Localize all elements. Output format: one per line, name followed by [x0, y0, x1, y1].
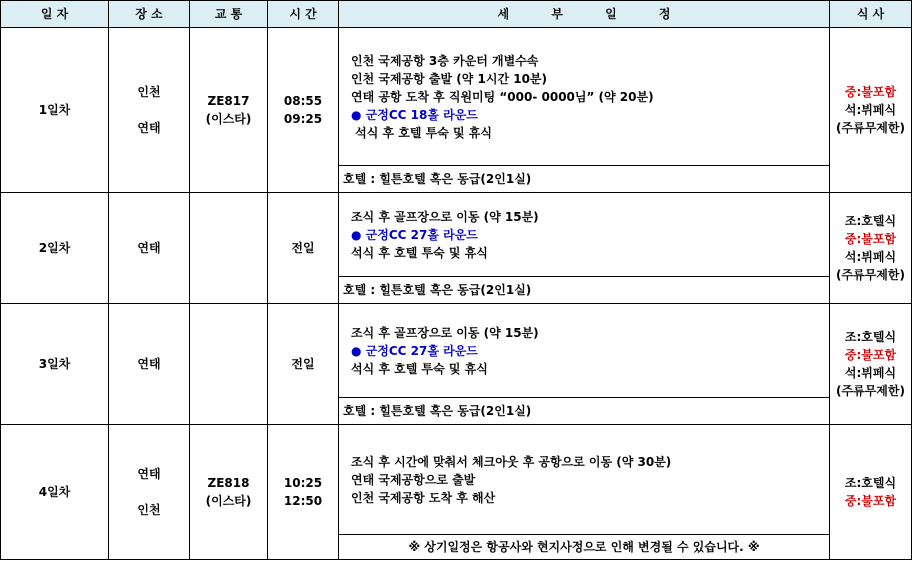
day1-details — [339, 28, 830, 166]
day2-details — [339, 193, 830, 277]
day1-transport — [190, 28, 268, 193]
day4-meals — [830, 425, 912, 560]
day3-line1: 조식 후 골프장으로 이동 (약 15분) — [351, 325, 539, 340]
day4-line2: 연태 국제공항으로 출발 — [351, 472, 476, 487]
day4-meal-lunch: 중:불포함 — [844, 494, 897, 508]
day3-meal-dinner: 석:뷔페식 — [844, 366, 897, 380]
day2-meal-breakfast: 조:호텔식 — [844, 214, 897, 228]
day1-place-to: 연태 — [137, 121, 161, 135]
day2-row — [1, 193, 912, 277]
header-place: 장 소 — [109, 1, 190, 28]
day1-golf: 군정CC 18홀 라운드 — [365, 107, 478, 122]
day4-meal-breakfast: 조:호텔식 — [844, 476, 897, 490]
day4-row — [1, 425, 912, 535]
day4-line1: 조식 후 시간에 맞춰서 체크아웃 후 공항으로 이동 (약 30분) — [351, 454, 672, 469]
day2-transport — [190, 193, 268, 304]
header-day: 일 자 — [1, 1, 109, 28]
day3-place: 연태 — [109, 304, 190, 425]
day1-flight: ZE817 — [207, 94, 250, 108]
day4-label: 4일차 — [1, 425, 109, 560]
day3-transport — [190, 304, 268, 425]
header-meal: 식 사 — [830, 1, 912, 28]
day4-depart-time: 10:25 — [283, 476, 323, 490]
day1-line1: 인천 국제공항 3층 카운터 개별수속 — [351, 53, 539, 68]
day2-after-golf: 석식 후 호텔 투숙 및 휴식 — [351, 245, 488, 260]
header-transport: 교 통 — [190, 1, 268, 28]
day3-time: 전일 — [268, 304, 339, 425]
day3-golf-line — [351, 342, 829, 360]
day4-place — [109, 425, 190, 560]
day1-depart-time: 08:55 — [283, 94, 323, 108]
day4-flight: ZE818 — [207, 476, 250, 490]
day4-line3: 인천 국제공항 도착 후 해산 — [351, 490, 496, 505]
day3-details — [339, 304, 830, 398]
day1-hotel: 호텔 : 힐튼호텔 혹은 동급(2인1실) — [339, 166, 830, 193]
day1-place — [109, 28, 190, 193]
day2-time: 전일 — [268, 193, 339, 304]
day1-meals — [830, 28, 912, 193]
day2-label: 2일차 — [1, 193, 109, 304]
day4-place-to: 인천 — [137, 503, 161, 517]
day2-line1: 조식 후 골프장으로 이동 (약 15분) — [351, 209, 539, 224]
day1-row — [1, 28, 912, 166]
schedule-change-notice: ※ 상기일정은 항공사와 현지사정으로 인해 변경될 수 있습니다. ※ — [339, 535, 830, 560]
day4-arrive-time: 12:50 — [283, 494, 323, 508]
day4-transport — [190, 425, 268, 560]
day2-meals — [830, 193, 912, 304]
day1-meal-lunch: 중:불포함 — [844, 85, 897, 99]
day2-meal-note: (주류무제한) — [836, 268, 905, 282]
day1-meal-note: (주류무제한) — [836, 121, 905, 135]
header-row — [1, 1, 912, 28]
header-schedule: 세 부 일 정 — [339, 1, 830, 28]
day3-meal-lunch: 중:불포함 — [844, 348, 897, 362]
day1-meal-dinner: 석:뷔페식 — [844, 103, 897, 117]
day4-details — [339, 425, 830, 535]
day4-place-from: 연태 — [137, 467, 161, 481]
day3-meals — [830, 304, 912, 425]
day3-after-golf: 석식 후 호텔 투숙 및 휴식 — [351, 361, 488, 376]
day3-golf: 군정CC 27홀 라운드 — [365, 343, 478, 358]
day2-meal-dinner: 석:뷔페식 — [844, 250, 897, 264]
day1-place-from: 인천 — [137, 85, 161, 99]
day1-after-golf: 석식 후 호텔 투숙 및 휴식 — [351, 125, 492, 140]
day4-airline: (이스타) — [205, 494, 252, 508]
bullet-icon: ● — [351, 343, 362, 358]
day1-time — [268, 28, 339, 193]
day1-arrive-time: 09:25 — [283, 112, 323, 126]
day3-row — [1, 304, 912, 398]
header-time: 시 간 — [268, 1, 339, 28]
day1-line3: 연태 공항 도착 후 직원미팅 “000- 0000님” (약 20분) — [351, 89, 654, 104]
day3-meal-breakfast: 조:호텔식 — [844, 330, 897, 344]
day2-hotel: 호텔 : 힐튼호텔 혹은 동급(2인1실) — [339, 277, 830, 304]
day4-time — [268, 425, 339, 560]
day3-label: 3일차 — [1, 304, 109, 425]
day1-golf-line — [351, 106, 829, 124]
day2-golf-line — [351, 226, 829, 244]
bullet-icon: ● — [351, 227, 362, 242]
day2-golf: 군정CC 27홀 라운드 — [365, 227, 478, 242]
day2-meal-lunch: 중:불포함 — [844, 232, 897, 246]
day3-hotel: 호텔 : 힐튼호텔 혹은 동급(2인1실) — [339, 398, 830, 425]
day1-line2: 인천 국제공항 출발 (약 1시간 10분) — [351, 71, 548, 86]
day3-meal-note: (주류무제한) — [836, 384, 905, 398]
bullet-icon: ● — [351, 107, 362, 122]
day2-place: 연태 — [109, 193, 190, 304]
day1-airline: (이스타) — [205, 112, 252, 126]
day1-label: 1일차 — [1, 28, 109, 193]
